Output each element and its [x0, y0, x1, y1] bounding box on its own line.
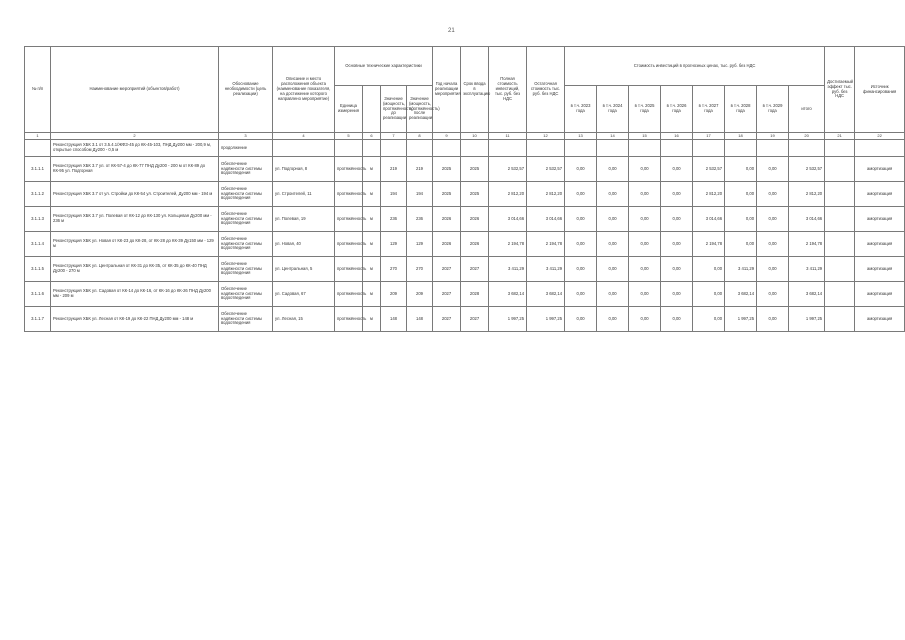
col-number: 1	[25, 133, 51, 140]
cell-year: 0,00	[629, 182, 661, 207]
cell-unit: протяжённость	[335, 157, 363, 182]
cell-indicator: ул. Новая, 40	[273, 232, 335, 257]
col-effect: Достигаемый эффект тыс. руб. без НДС	[825, 47, 855, 133]
cell-unit-measure: м	[363, 307, 381, 332]
col-number: 7	[381, 133, 407, 140]
col-start: Год начала реализации мероприятия	[433, 47, 461, 133]
cell-year: 0,00	[629, 282, 661, 307]
cell-year: 1 997,25	[725, 307, 757, 332]
cell-value-before: 270	[381, 257, 407, 282]
cell-year: 2 812,20	[693, 182, 725, 207]
col-number: 13	[565, 133, 597, 140]
cell-source: амортизация	[855, 232, 905, 257]
cell-unit-measure: м	[363, 182, 381, 207]
cell-total: 2 812,20	[789, 182, 825, 207]
cell-total: 2 194,78	[789, 232, 825, 257]
col-unit: Единица измерения	[335, 86, 363, 133]
cell-start: 2025	[433, 182, 461, 207]
cell-unit-measure: м	[363, 157, 381, 182]
cell-indicator: ул. Подгорная, 8	[273, 157, 335, 182]
cell-remaining: 3 682,14	[527, 282, 565, 307]
cell-year: 0,00	[629, 257, 661, 282]
cell-value-after: 148	[407, 307, 433, 332]
cell-total: 3 014,66	[789, 207, 825, 232]
cell-no: 3.1.1.7	[25, 307, 51, 332]
cell-indicator: ул. Строителей, 11	[273, 182, 335, 207]
cell-value-before: 236	[381, 207, 407, 232]
col-number: 11	[489, 133, 527, 140]
col-period: Срок ввода в эксплуатацию	[461, 47, 489, 133]
cell-no: 3.1.1.1	[25, 157, 51, 182]
cell-justification: Обеспечение надёжности системы водоотведения	[219, 282, 273, 307]
cell-no: 3.1.1.6	[25, 282, 51, 307]
cell-year: 0,00	[565, 282, 597, 307]
cell-year: 0,00	[629, 157, 661, 182]
cell-year: 0,00	[565, 257, 597, 282]
cell-justification: Обеспечение надёжности системы водоотведения	[219, 182, 273, 207]
cell-year: 0,00	[565, 157, 597, 182]
cell-cost: 1 997,25	[489, 307, 527, 332]
cell-unit-measure: м	[363, 257, 381, 282]
cell-remaining: 2 532,57	[527, 157, 565, 182]
cell-remaining: 3 411,29	[527, 257, 565, 282]
cell-value-before: 194	[381, 182, 407, 207]
col-unit-measure	[363, 86, 381, 133]
cell-year: 0,00	[757, 232, 789, 257]
cell-remaining: 2 194,78	[527, 232, 565, 257]
cell-effect	[825, 307, 855, 332]
col-number: 21	[825, 133, 855, 140]
cell-year: 0,00	[597, 232, 629, 257]
cell-total: 3 411,29	[789, 257, 825, 282]
cell-start: 2025	[433, 157, 461, 182]
cell-year: 0,00	[725, 157, 757, 182]
cell-indicator: ул. Садовая, 67	[273, 282, 335, 307]
cell-year: 0,00	[661, 307, 693, 332]
cell-year: 0,00	[661, 157, 693, 182]
cell-year: 0,00	[597, 182, 629, 207]
cell-unit-measure: м	[363, 207, 381, 232]
cell-justification: Обеспечение надёжности системы водоотведения	[219, 232, 273, 257]
cell-name: Реконструкция ХБК 3.7 ул. от КК-57-4 до КК-77 ПНД Ду200 - 200 м от КК-89 до КК-95 ул. Подгорная	[51, 157, 219, 182]
page-number: 21	[448, 28, 455, 34]
cell-effect	[825, 282, 855, 307]
cell-effect	[825, 182, 855, 207]
col-indicator: Описание и место расположения объекта (наименование показателя, на достижение которого направлено мероприятие)	[273, 47, 335, 133]
cell-unit: протяжённость	[335, 307, 363, 332]
cell-source: амортизация	[855, 282, 905, 307]
cell-remaining: 2 812,20	[527, 182, 565, 207]
cell-unit: протяжённость	[335, 282, 363, 307]
cell-value-after: 236	[407, 207, 433, 232]
cell-value-before: 148	[381, 307, 407, 332]
cell-name: Реконструкция ХБК ул. Новая от КК-23 до КК-28, от КК-28 до КК-39 Ду150 мм - 129 м	[51, 232, 219, 257]
cell-no: 3.1.1.4	[25, 232, 51, 257]
cell-value-after: 270	[407, 257, 433, 282]
cell-start: 2027	[433, 282, 461, 307]
table-row	[25, 257, 905, 282]
col-number: 6	[363, 133, 381, 140]
cell-source: амортизация	[855, 257, 905, 282]
cell-total: 1 997,25	[789, 307, 825, 332]
cell-remaining: 3 014,66	[527, 207, 565, 232]
cell-year: 0,00	[565, 307, 597, 332]
cell-year: 0,00	[757, 282, 789, 307]
cell-name: Реконструкция ХБК 3.1 от 3.5.4.1/ЖФЗ-45 до КК-45-103, ПНД Ду200 мм - 200,9 м, открытые способом Ду200 - 0,5 м	[51, 140, 219, 157]
cell-cost: 3 411,29	[489, 257, 527, 282]
col-total: итого	[789, 86, 825, 133]
cell-value-after: 129	[407, 232, 433, 257]
cell-year: 0,00	[661, 257, 693, 282]
cell-value-after: 194	[407, 182, 433, 207]
col-number: 8	[407, 133, 433, 140]
cell-name: Реконструкция ХБК 3.7 от ул. Стройки до КК-54 ул. Строителей, Ду200 мм - 194 м	[51, 182, 219, 207]
cell-justification: продолжение	[219, 140, 273, 157]
col-no: № п/п	[25, 47, 51, 133]
cell-year: 0,00	[565, 232, 597, 257]
cell-period: 2028	[461, 282, 489, 307]
cell-justification: Обеспечение надёжности системы водоотведения	[219, 307, 273, 332]
cell-value-after: 219	[407, 157, 433, 182]
cell-no	[25, 140, 51, 157]
col-name: Наименование мероприятий (объектов/работ)	[51, 47, 219, 133]
cell-cost: 2 532,57	[489, 157, 527, 182]
cell-effect	[825, 232, 855, 257]
col-value-before: Значение (мощность, протяжённость) до реализации	[381, 86, 407, 133]
cell-unit-measure: м	[363, 232, 381, 257]
cell-unit: протяжённость	[335, 232, 363, 257]
cell-unit: протяжённость	[335, 207, 363, 232]
cell-source: амортизация	[855, 207, 905, 232]
col-number: 3	[219, 133, 273, 140]
cell-effect	[825, 207, 855, 232]
col-number: 10	[461, 133, 489, 140]
cell-year: 0,00	[725, 207, 757, 232]
col-cost: Полная стоимость инвестиций, тыс. руб. без НДС	[489, 47, 527, 133]
cell-year: 0,00	[693, 257, 725, 282]
col-remaining: Остаточная стоимость тыс. руб. без НДС	[527, 47, 565, 133]
cell-unit: протяжённость	[335, 182, 363, 207]
col-number: 15	[629, 133, 661, 140]
cell-start: 2027	[433, 307, 461, 332]
cell-total: 3 682,14	[789, 282, 825, 307]
col-number: 17	[693, 133, 725, 140]
cell-cost: 2 194,78	[489, 232, 527, 257]
cell-year: 0,00	[629, 207, 661, 232]
cell-period: 2026	[461, 232, 489, 257]
group-invest: Стоимость инвестиций в прогнозных ценах, тыс. руб. без НДС	[565, 47, 825, 86]
cell-year: 0,00	[597, 257, 629, 282]
cell-source: амортизация	[855, 182, 905, 207]
cell-year: 3 014,66	[693, 207, 725, 232]
cell-period: 2027	[461, 307, 489, 332]
col-year: в т.ч. 2026 года	[661, 86, 693, 133]
cell-effect	[825, 157, 855, 182]
cell-justification: Обеспечение надёжности системы водоотведения	[219, 257, 273, 282]
cell-cost: 2 812,20	[489, 182, 527, 207]
cell-year: 0,00	[693, 282, 725, 307]
col-year: в т.ч. 2027 года	[693, 86, 725, 133]
cell-value-after: 209	[407, 282, 433, 307]
col-justification: Обоснование необходимости (цель реализации)	[219, 47, 273, 133]
col-number: 19	[757, 133, 789, 140]
cell-year: 0,00	[693, 307, 725, 332]
cell-year: 3 411,29	[725, 257, 757, 282]
cell-effect	[825, 257, 855, 282]
cell-year: 2 194,78	[693, 232, 725, 257]
cell-cost: 3 014,66	[489, 207, 527, 232]
cell-year: 0,00	[757, 257, 789, 282]
cell-unit-measure: м	[363, 282, 381, 307]
cell-year: 0,00	[661, 207, 693, 232]
table-row	[25, 307, 905, 332]
cell-year: 0,00	[597, 207, 629, 232]
cell-source: амортизация	[855, 307, 905, 332]
cell-year: 0,00	[565, 182, 597, 207]
cell-justification: Обеспечение надёжности системы водоотведения	[219, 157, 273, 182]
cell-no: 3.1.1.2	[25, 182, 51, 207]
group-tech: Основные технические характеристики	[335, 47, 433, 86]
cell-unit: протяжённость	[335, 257, 363, 282]
col-number: 2	[51, 133, 219, 140]
cell-total: 2 532,57	[789, 157, 825, 182]
col-year: в т.ч. 2029 года	[757, 86, 789, 133]
investment-table	[24, 46, 905, 332]
cell-indicator: ул. Полевая, 19	[273, 207, 335, 232]
cell-start: 2026	[433, 232, 461, 257]
cell-name: Реконструкция ХБК ул. Центральная от КК-31 до КК-35, от КК-35 до КК-40 ПНД Ду200 - 270 м	[51, 257, 219, 282]
cell-year: 0,00	[597, 157, 629, 182]
cell-period: 2025	[461, 157, 489, 182]
cell-remaining: 1 997,25	[527, 307, 565, 332]
cell-value-before: 209	[381, 282, 407, 307]
cell-name: Реконструкция ХБК ул. Лесная от КК-19 до КК-22 ПНД Ду200 мм - 148 м	[51, 307, 219, 332]
table-row	[25, 232, 905, 257]
cell-year: 0,00	[757, 157, 789, 182]
cell-year: 0,00	[661, 182, 693, 207]
col-source: Источник финансирования	[855, 47, 905, 133]
cell-year: 0,00	[757, 207, 789, 232]
cell-year: 0,00	[661, 232, 693, 257]
col-number: 4	[273, 133, 335, 140]
cell-cost: 3 682,14	[489, 282, 527, 307]
table-row	[25, 207, 905, 232]
cell-year: 0,00	[629, 307, 661, 332]
cell-year: 0,00	[629, 232, 661, 257]
cell-year: 0,00	[757, 307, 789, 332]
col-year: в т.ч. 2024 года	[597, 86, 629, 133]
cell-year: 0,00	[725, 232, 757, 257]
cell-no: 3.1.1.3	[25, 207, 51, 232]
cell-value-before: 129	[381, 232, 407, 257]
col-number: 20	[789, 133, 825, 140]
col-year: в т.ч. 2023 года	[565, 86, 597, 133]
col-year: в т.ч. 2028 года	[725, 86, 757, 133]
cell-justification: Обеспечение надёжности системы водоотведения	[219, 207, 273, 232]
cell-value-before: 219	[381, 157, 407, 182]
col-number: 5	[335, 133, 363, 140]
col-number: 12	[527, 133, 565, 140]
col-value-after: Значение (мощность, протяжённость) после реализации	[407, 86, 433, 133]
col-year: в т.ч. 2025 года	[629, 86, 661, 133]
cell-period: 2027	[461, 257, 489, 282]
cell-period: 2025	[461, 182, 489, 207]
cell-indicator: ул. Центральная, 5	[273, 257, 335, 282]
cell-year: 0,00	[565, 207, 597, 232]
cell-year: 0,00	[661, 282, 693, 307]
cell-year: 0,00	[597, 307, 629, 332]
col-number: 14	[597, 133, 629, 140]
cell-name: Реконструкция ХБК 3.7 ул. Полевая от КК-12 до КК-130 ул. Кольцевая Ду200 мм - 236 м	[51, 207, 219, 232]
cell-period: 2026	[461, 207, 489, 232]
col-number: 9	[433, 133, 461, 140]
cell-year: 0,00	[757, 182, 789, 207]
cell-year: 0,00	[597, 282, 629, 307]
cell-year: 2 532,57	[693, 157, 725, 182]
col-number: 22	[855, 133, 905, 140]
table-row	[25, 157, 905, 182]
column-number-row	[25, 133, 905, 140]
cell-start: 2027	[433, 257, 461, 282]
cell-indicator: ул. Лесная, 15	[273, 307, 335, 332]
cell-year: 3 682,14	[725, 282, 757, 307]
col-number: 16	[661, 133, 693, 140]
col-number: 18	[725, 133, 757, 140]
cell-source: амортизация	[855, 157, 905, 182]
table-row	[25, 140, 905, 157]
cell-start: 2026	[433, 207, 461, 232]
table-row	[25, 182, 905, 207]
cell-name: Реконструкция ХБК ул. Садовая от КК-14 до КК-16, от КК-16 до КК-26 ПНД Ду200 мм - 209 м	[51, 282, 219, 307]
cell-year: 0,00	[725, 182, 757, 207]
table-row	[25, 282, 905, 307]
cell-no: 3.1.1.5	[25, 257, 51, 282]
